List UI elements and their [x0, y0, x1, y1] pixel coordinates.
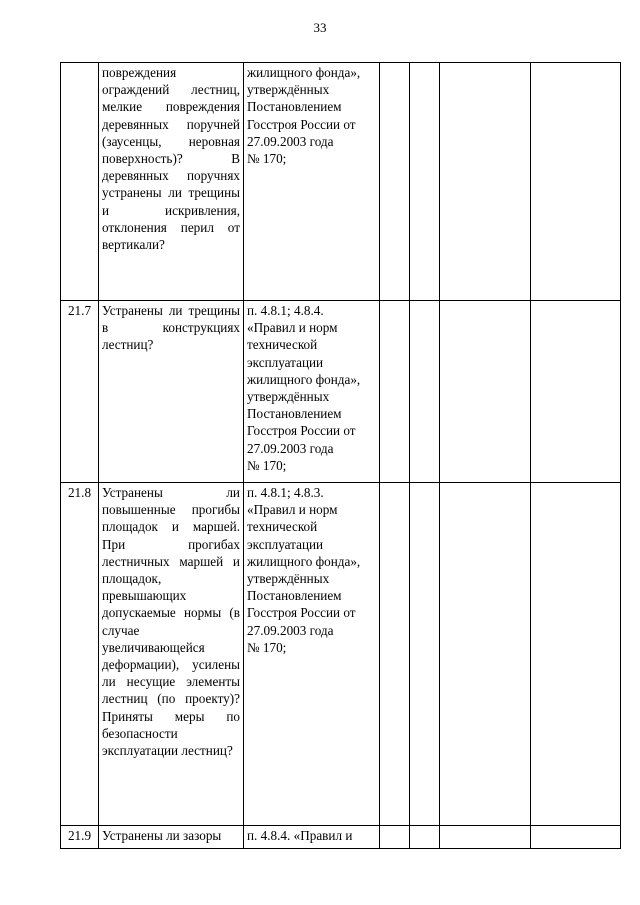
- item-number: 21.8: [61, 483, 99, 826]
- empty-cell: [440, 63, 531, 301]
- question-text: Устранены ли повышенные прогибы площадок и маршей. При прогибах лестничных маршей и площадок, превышающих допускаемые нормы (в случае увеличивающейся деформации), усилены ли несущие элементы лестниц (по проекту)? Приняты меры по безопасности эксплуатации лестниц?: [102, 485, 240, 759]
- reference-cell: [244, 826, 380, 849]
- empty-cell: [380, 63, 410, 301]
- empty-cell: [531, 826, 621, 849]
- question-cell: [99, 301, 244, 483]
- item-number: 21.9: [61, 826, 99, 849]
- empty-cell: [380, 826, 410, 849]
- empty-cell: [531, 63, 621, 301]
- table-row: [61, 301, 621, 483]
- reference-text: жилищного фонда», утверждённых Постановлением Госстроя России от 27.09.2003 года № 170;: [247, 65, 361, 167]
- question-cell: [99, 826, 244, 849]
- question-text: Устранены ли трещины в конструкциях лестниц?: [102, 303, 240, 353]
- reference-text: п. 4.8.4. «Правил и: [247, 828, 353, 843]
- item-number: [61, 63, 99, 301]
- empty-cell: [440, 483, 531, 826]
- table-row: [61, 826, 621, 849]
- empty-cell: [531, 301, 621, 483]
- table-row: [61, 483, 621, 826]
- inspection-checklist-table: [60, 62, 621, 849]
- reference-cell: [244, 301, 380, 483]
- question-text: Устранены ли зазоры: [102, 828, 222, 843]
- reference-text: п. 4.8.1; 4.8.3. «Правил и норм технической эксплуатации жилищного фонда», утверждённых Постановлением Госстроя России от 27.09.2003 года № 170;: [247, 485, 361, 655]
- empty-cell: [380, 483, 410, 826]
- item-number: 21.7: [61, 301, 99, 483]
- empty-cell: [410, 63, 440, 301]
- question-text: повреждения ограждений лестниц, мелкие повреждения деревянных поручней (заусенцы, неровная поверхность)? В деревянных поручнях устранены ли трещины и искривления, отклонения перил от вертикали?: [102, 65, 240, 253]
- question-cell: [99, 483, 244, 826]
- empty-cell: [410, 483, 440, 826]
- page-number: 33: [313, 20, 327, 35]
- empty-cell: [380, 301, 410, 483]
- reference-text: п. 4.8.1; 4.8.4. «Правил и норм технической эксплуатации жилищного фонда», утверждённых Постановлением Госстроя России от 27.09.2003 года № 170;: [247, 303, 361, 473]
- empty-cell: [410, 826, 440, 849]
- reference-cell: [244, 63, 380, 301]
- empty-cell: [531, 483, 621, 826]
- empty-cell: [440, 301, 531, 483]
- table-row: [61, 63, 621, 301]
- empty-cell: [410, 301, 440, 483]
- question-cell: [99, 63, 244, 301]
- empty-cell: [440, 826, 531, 849]
- reference-cell: [244, 483, 380, 826]
